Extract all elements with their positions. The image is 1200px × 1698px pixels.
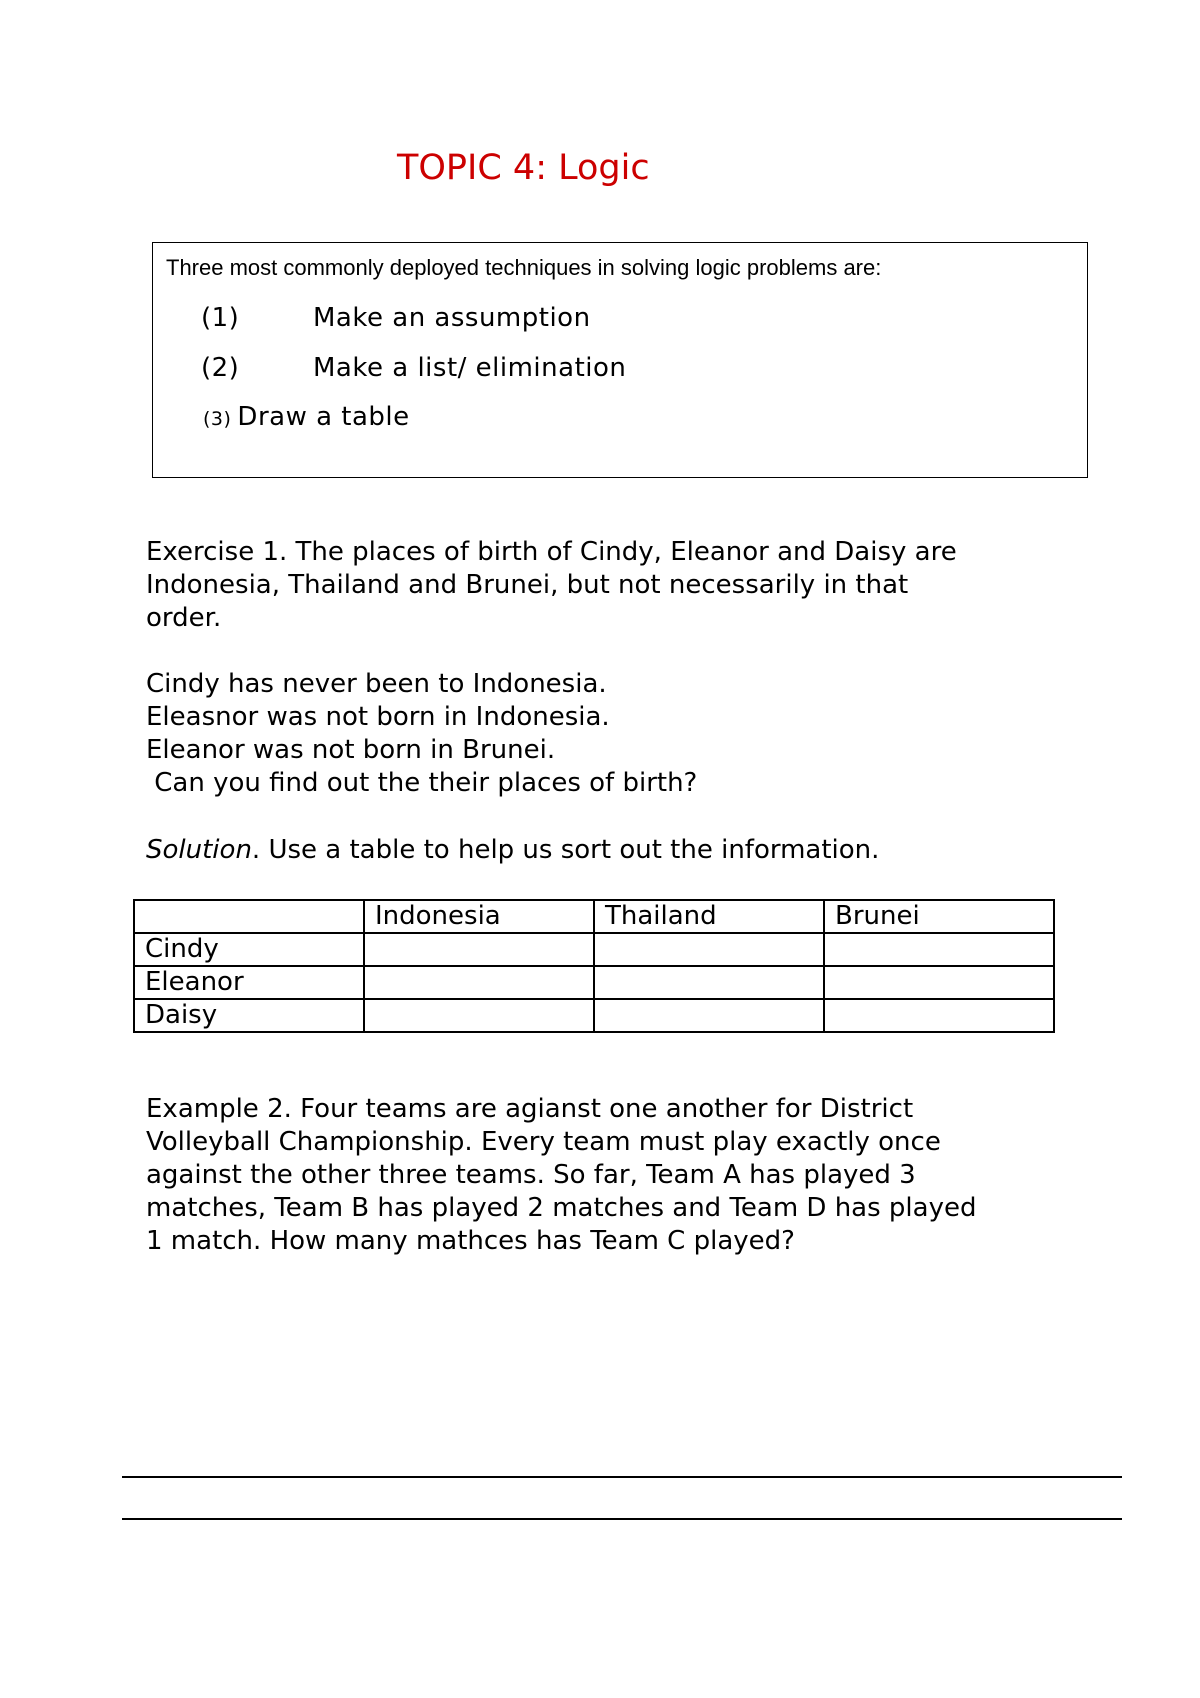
example-2-line: matches, Team B has played 2 matches and Team D has played [146, 1193, 977, 1223]
clue-line: Eleasnor was not born in Indonesia. [146, 702, 610, 732]
table-header-cell: Indonesia [364, 900, 594, 933]
table-header-cell: Thailand [594, 900, 824, 933]
technique-item-3 [203, 402, 410, 432]
technique-text: Make a list/ elimination [313, 353, 627, 383]
table-cell [824, 999, 1054, 1032]
table-header-cell: Brunei [824, 900, 1054, 933]
table-cell [594, 933, 824, 966]
table-header-cell [134, 900, 364, 933]
answer-line [122, 1476, 1122, 1478]
table-cell [364, 999, 594, 1032]
table-cell [824, 933, 1054, 966]
page-title: TOPIC 4: Logic [397, 148, 650, 188]
exercise-1-text [146, 536, 957, 635]
answer-line [122, 1518, 1122, 1520]
table-cell [364, 966, 594, 999]
technique-text: Draw a table [237, 402, 410, 432]
clue-line: Eleanor was not born in Brunei. [146, 735, 556, 765]
exercise-1-line: Indonesia, Thailand and Brunei, but not necessarily in that [146, 570, 909, 600]
solution-text [146, 834, 879, 867]
clue-line: Cindy has never been to Indonesia. [146, 669, 607, 699]
table-row [134, 966, 1054, 999]
table-cell [594, 999, 824, 1032]
technique-number: (2) [201, 353, 240, 383]
table-cell [824, 966, 1054, 999]
table-row-label: Eleanor [134, 966, 364, 999]
table-row [134, 999, 1054, 1032]
example-2-line: Volleyball Championship. Every team must play exactly once [146, 1127, 941, 1157]
birthplace-table [133, 899, 1055, 1033]
table-header-row [134, 900, 1054, 933]
clues-text [146, 668, 697, 800]
clue-question: Can you find out the their places of birth? [146, 768, 698, 798]
example-2-line: against the other three teams. So far, Team A has played 3 [146, 1160, 916, 1190]
table-cell [364, 933, 594, 966]
solution-label: Solution [146, 835, 252, 865]
technique-number: (1) [201, 303, 240, 333]
table-row-label: Daisy [134, 999, 364, 1032]
example-2-line: 1 match. How many mathces has Team C played? [146, 1226, 795, 1256]
table-row-label: Cindy [134, 933, 364, 966]
technique-text: Make an assumption [313, 303, 591, 333]
technique-item-2 [201, 353, 626, 383]
exercise-1-line: Exercise 1. The places of birth of Cindy, Eleanor and Daisy are [146, 537, 957, 567]
example-2-text [146, 1093, 976, 1258]
technique-item-1 [201, 303, 591, 333]
table-cell [594, 966, 824, 999]
example-2-line: Example 2. Four teams are agianst one another for District [146, 1094, 914, 1124]
exercise-1-line: order. [146, 603, 222, 633]
techniques-box [152, 242, 1088, 478]
techniques-intro: Three most commonly deployed techniques in solving logic problems are: [166, 255, 882, 280]
table-row [134, 933, 1054, 966]
solution-body: . Use a table to help us sort out the information. [251, 835, 880, 865]
technique-number: (3) [203, 408, 232, 430]
